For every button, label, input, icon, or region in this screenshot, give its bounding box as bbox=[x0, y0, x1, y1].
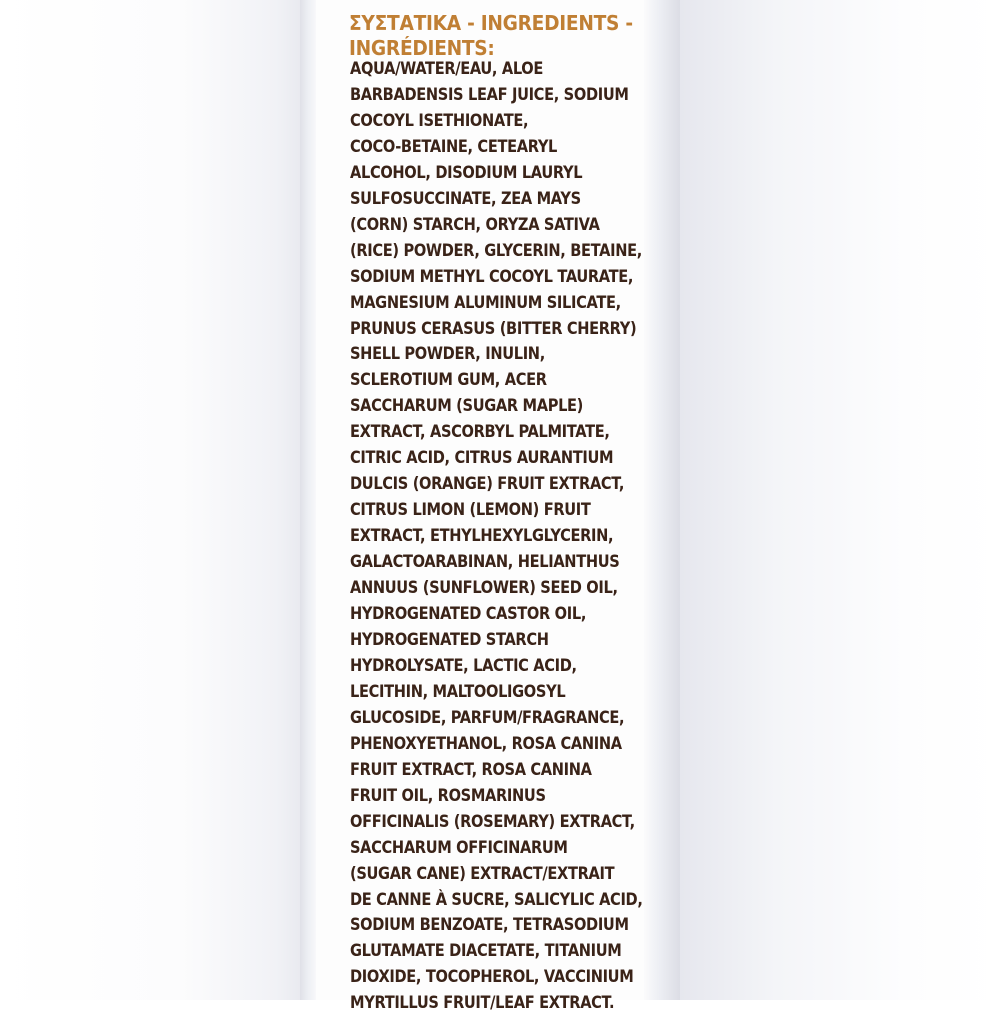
ingredient-line: GLUTAMATE DIACETATE, TITANIUM bbox=[350, 941, 622, 962]
ingredient-line: (SUGAR CANE) EXTRACT/EXTRAIT bbox=[350, 863, 615, 884]
ingredient-line: MYRTILLUS FRUIT/LEAF EXTRACT. bbox=[350, 993, 615, 1014]
ingredient-line: HYDROLYSATE, LACTIC ACID, bbox=[350, 655, 577, 676]
ingredient-line: CITRIC ACID, CITRUS AURANTIUM bbox=[350, 448, 614, 469]
ingredient-line: MAGNESIUM ALUMINUM SILICATE, bbox=[350, 292, 621, 313]
ingredient-line: SODIUM BENZOATE, TETRASODIUM bbox=[350, 915, 629, 936]
background-right bbox=[680, 0, 1000, 1000]
ingredient-line: HYDROGENATED STARCH bbox=[350, 629, 549, 650]
ingredient-line: CITRUS LIMON (LEMON) FRUIT bbox=[350, 500, 591, 521]
ingredients-heading-line-2: INGRÉDIENTS: bbox=[349, 36, 495, 60]
ingredient-line: PHENOXYETHANOL, ROSA CANINA bbox=[350, 733, 622, 754]
ingredient-line: GALACTOARABINAN, HELIANTHUS bbox=[350, 552, 620, 573]
ingredient-line: SACCHARUM OFFICINARUM bbox=[350, 837, 568, 858]
ingredient-line: COCOYL ISETHIONATE, bbox=[350, 110, 529, 131]
ingredient-line: DIOXIDE, TOCOPHEROL, VACCINIUM bbox=[350, 967, 634, 988]
background-left bbox=[0, 0, 300, 1000]
ingredient-line: DULCIS (ORANGE) FRUIT EXTRACT, bbox=[350, 474, 625, 495]
ingredient-line: SODIUM METHYL COCOYL TAURATE, bbox=[350, 266, 634, 287]
ingredient-line: DE CANNE À SUCRE, SALICYLIC ACID, bbox=[350, 889, 643, 910]
ingredient-line: PRUNUS CERASUS (BITTER CHERRY) bbox=[350, 318, 637, 339]
ingredient-line: FRUIT EXTRACT, ROSA CANINA bbox=[350, 759, 592, 780]
ingredient-line: (CORN) STARCH, ORYZA SATIVA bbox=[350, 214, 600, 235]
ingredient-line: GLUCOSIDE, PARFUM/FRAGRANCE, bbox=[350, 707, 625, 728]
ingredient-line: ALCOHOL, DISODIUM LAURYL bbox=[350, 162, 583, 183]
ingredient-line: AQUA/WATER/EAU, ALOE bbox=[350, 59, 544, 79]
ingredient-line: LECITHIN, MALTOOLIGOSYL bbox=[350, 681, 566, 702]
ingredient-line: SCLEROTIUM GUM, ACER bbox=[350, 370, 547, 391]
ingredient-line: COCO-BETAINE, CETEARYL bbox=[350, 136, 558, 157]
ingredient-line: SACCHARUM (SUGAR MAPLE) bbox=[350, 396, 584, 417]
ingredient-line: EXTRACT, ASCORBYL PALMITATE, bbox=[350, 422, 610, 443]
ingredient-line: SULFOSUCCINATE, ZEA MAYS bbox=[350, 188, 581, 209]
ingredient-line: HYDROGENATED CASTOR OIL, bbox=[350, 604, 587, 625]
label-left-edge bbox=[300, 0, 316, 1000]
ingredients-list bbox=[350, 57, 690, 1017]
ingredients-heading bbox=[349, 11, 656, 61]
ingredient-line: ANNUUS (SUNFLOWER) SEED OIL, bbox=[350, 578, 618, 599]
ingredient-line: OFFICINALIS (ROSEMARY) EXTRACT, bbox=[350, 811, 635, 832]
ingredients-heading-line-1: ΣΥΣΤΑΤΙΚΑ - INGREDIENTS - bbox=[349, 11, 633, 35]
ingredient-line: FRUIT OIL, ROSMARINUS bbox=[350, 785, 546, 806]
ingredient-line: SHELL POWDER, INULIN, bbox=[350, 344, 545, 365]
ingredient-line: (RICE) POWDER, GLYCERIN, BETAINE, bbox=[350, 240, 642, 261]
ingredient-line: EXTRACT, ETHYLHEXYLGLYCERIN, bbox=[350, 526, 614, 547]
ingredient-line: BARBADENSIS LEAF JUICE, SODIUM bbox=[350, 84, 629, 105]
